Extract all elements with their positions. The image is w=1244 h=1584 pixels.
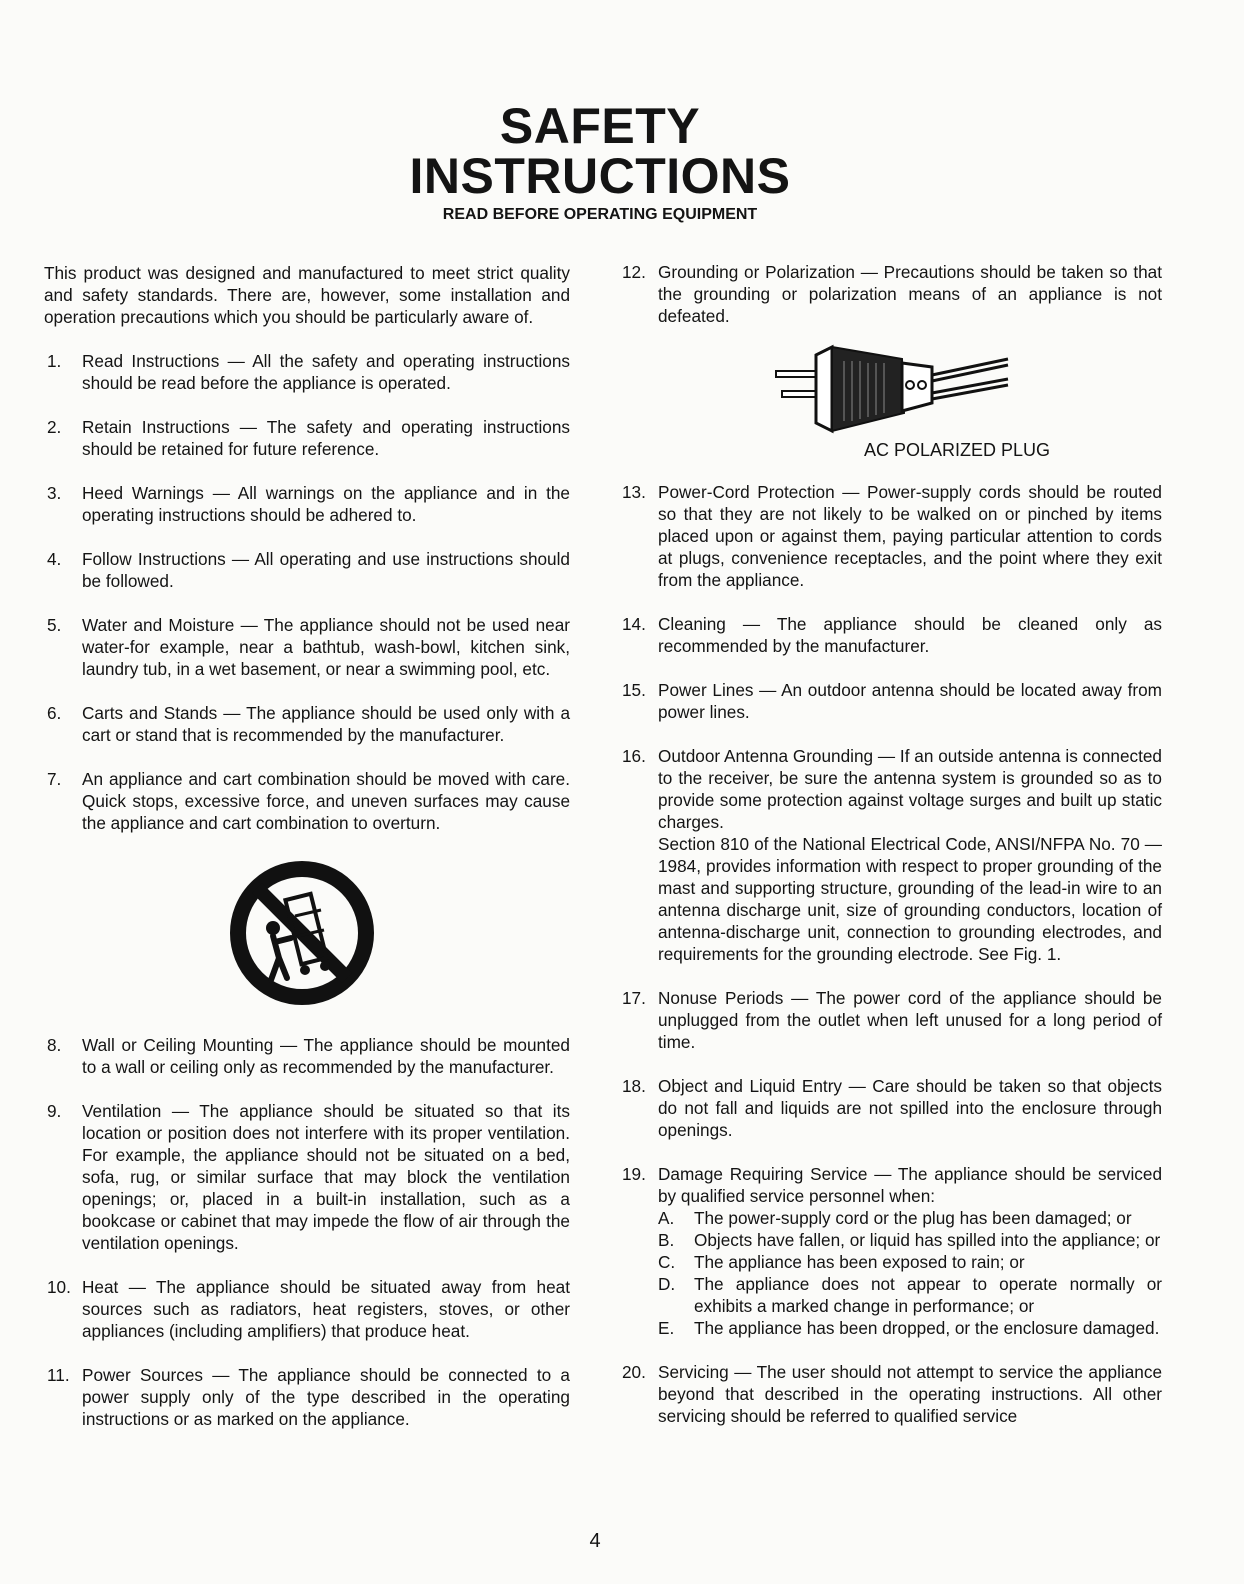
item-number: 16. — [622, 746, 646, 766]
item-number: 2. — [47, 417, 62, 437]
item-text: Wall or Ceiling Mounting — The appliance should be mounted to a wall or ceiling only as recommended by the manufacturer. — [82, 1035, 570, 1077]
list-item — [44, 482, 570, 526]
intro-paragraph: This product was designed and manufactured to meet strict quality and safety standards. There are, however, some installation and operation precautions which you should be particularly aware of. — [44, 263, 570, 327]
list-item — [44, 702, 570, 746]
list-item — [622, 679, 1162, 723]
page-number: 4 — [589, 1530, 601, 1552]
ac-polarized-plug-icon — [772, 341, 1012, 441]
list-item — [622, 1163, 1162, 1339]
sub-letter: D. — [658, 1274, 676, 1294]
list-item — [622, 261, 1162, 327]
cart-tipover-warning-icon — [227, 858, 377, 1008]
item-number: 9. — [47, 1101, 62, 1121]
item-text: Grounding or Polarization — Precautions should be taken so that the grounding or polarization means of an appliance is not defeated. — [658, 262, 1162, 326]
item-text: Cleaning — The appliance should be cleaned only as recommended by the manufacturer. — [658, 614, 1162, 656]
sub-text: The appliance does not appear to operate normally or exhibits a marked change in performance; or — [694, 1274, 1162, 1316]
item-number: 5. — [47, 615, 62, 635]
item-number: 20. — [622, 1362, 646, 1382]
item-number: 10. — [47, 1277, 71, 1297]
item-text: Ventilation — The appliance should be situated so that its location or position does not interfere with its proper ventilation. For example, the appliance should not be situated on a bed, sofa, rug, or similar surface that may block the ventilation openings; or, placed in a built-in installation, such as a bookcase or cabinet that may impede the flow of air through the ventilation openings. — [82, 1101, 570, 1253]
item-text: Power Sources — The appliance should be connected to a power supply only of the type described in the operating instructions or as marked on the appliance. — [82, 1365, 570, 1429]
list-item — [622, 987, 1162, 1053]
item-text: Power Lines — An outdoor antenna should be located away from power lines. — [658, 680, 1162, 722]
item-text: Follow Instructions — All operating and use instructions should be followed. — [82, 549, 570, 591]
item-number: 18. — [622, 1076, 646, 1096]
list-item — [44, 1276, 570, 1342]
left-column — [44, 262, 570, 1430]
item-number: 7. — [47, 769, 62, 789]
item-number: 6. — [47, 703, 62, 723]
item-text: Servicing — The user should not attempt to service the appliance beyond that described in the operating instructions. All other servicing should be referred to qualified service — [658, 1362, 1162, 1426]
list-item — [622, 745, 1162, 965]
list-item — [44, 416, 570, 460]
list-item — [622, 613, 1162, 657]
sub-item — [658, 1207, 1162, 1229]
item-number: 11. — [47, 1365, 70, 1385]
item-text: Water and Moisture — The appliance should not be used near water-for example, near a bathtub, wash-bowl, kitchen sink, laundry tub, in a wet basement, or near a swimming pool, etc. — [82, 615, 570, 679]
item-text: Heed Warnings — All warnings on the appliance and in the operating instructions should be adhered to. — [82, 483, 570, 525]
item-number: 14. — [622, 614, 646, 634]
item-number: 4. — [47, 549, 62, 569]
item-text: Read Instructions — All the safety and operating instructions should be read before the appliance is operated. — [82, 351, 570, 393]
sub-text: The power-supply cord or the plug has been damaged; or — [694, 1208, 1132, 1228]
list-item — [44, 1364, 570, 1430]
sub-letter: E. — [658, 1318, 675, 1338]
list-item — [44, 614, 570, 680]
sub-letter: C. — [658, 1252, 676, 1272]
item-text: Power-Cord Protection — Power-supply cords should be routed so that they are not likely to be walked on or pinched by items placed upon or against them, paying particular attention to cords at plugs, convenience receptacles, and the point where they exit from the appliance. — [658, 482, 1162, 590]
page-title-line1: SAFETY — [499, 98, 701, 154]
item-text: Nonuse Periods — The power cord of the appliance should be unplugged from the outlet when left unused for a long period of time. — [658, 988, 1162, 1052]
item-text-part2: Section 810 of the National Electrical Code, ANSI/NFPA No. 70 — 1984, provides information with respect to proper grounding of the mast and supporting structure, grounding of the lead-in wire to an antenna discharge unit, size of grounding conductors, location of antenna-discharge unit, connection to grounding electrodes, and requirements for the grounding electrode. See Fig. 1. — [658, 834, 1162, 964]
item-number: 19. — [622, 1164, 646, 1184]
sub-text: The appliance has been exposed to rain; or — [694, 1252, 1025, 1272]
item-text — [658, 745, 1162, 965]
list-item — [44, 768, 570, 834]
sub-letter: B. — [658, 1230, 675, 1250]
sub-text: The appliance has been dropped, or the enclosure damaged. — [694, 1318, 1160, 1338]
item-text: Object and Liquid Entry — Care should be taken so that objects do not fall and liquids are not spilled into the enclosure through openings. — [658, 1076, 1162, 1140]
list-item — [44, 1034, 570, 1078]
list-item — [44, 1100, 570, 1254]
item-text: Retain Instructions — The safety and operating instructions should be retained for future reference. — [82, 417, 570, 459]
list-item — [622, 1075, 1162, 1141]
item-number: 13. — [622, 482, 646, 502]
list-item — [622, 481, 1162, 591]
list-item — [44, 548, 570, 592]
item-text-lead: Damage Requiring Service — The appliance should be serviced by qualified service personnel when: — [658, 1164, 1162, 1206]
sub-item — [658, 1229, 1162, 1251]
cart-warning-figure — [44, 850, 570, 1034]
item-text: Carts and Stands — The appliance should be used only with a cart or stand that is recommended by the manufacturer. — [82, 703, 570, 745]
plug-figure — [622, 327, 1162, 481]
sub-item — [658, 1251, 1162, 1273]
sub-list — [658, 1207, 1162, 1339]
sub-letter: A. — [658, 1208, 675, 1228]
item-number: 17. — [622, 988, 646, 1008]
sub-item — [658, 1317, 1162, 1339]
item-text: An appliance and cart combination should be moved with care. Quick stops, excessive force, and uneven surfaces may cause the appliance and cart combination to overturn. — [82, 769, 570, 833]
list-item — [622, 1361, 1162, 1427]
item-number: 3. — [47, 483, 62, 503]
sub-text: Objects have fallen, or liquid has spilled into the appliance; or — [694, 1230, 1161, 1250]
page-subtitle: READ BEFORE OPERATING EQUIPMENT — [442, 206, 758, 223]
item-number: 8. — [47, 1035, 62, 1055]
item-text-part1: Outdoor Antenna Grounding — If an outside antenna is connected to the receiver, be sure the antenna system is grounded so as to provide some protection against voltage surges and built up static charges. — [658, 746, 1162, 832]
list-item — [44, 350, 570, 394]
item-number: 12. — [622, 262, 646, 282]
sub-item — [658, 1273, 1162, 1317]
item-number: 15. — [622, 680, 646, 700]
plug-caption: AC POLARIZED PLUG — [863, 440, 1051, 460]
right-column — [622, 261, 1162, 1427]
item-number: 1. — [47, 351, 62, 371]
item-text: Heat — The appliance should be situated away from heat sources such as radiators, heat registers, stoves, or other appliances (including amplifiers) that produce heat. — [82, 1277, 570, 1341]
page-title-line2: INSTRUCTIONS — [409, 148, 791, 204]
item-text — [658, 1163, 1162, 1339]
